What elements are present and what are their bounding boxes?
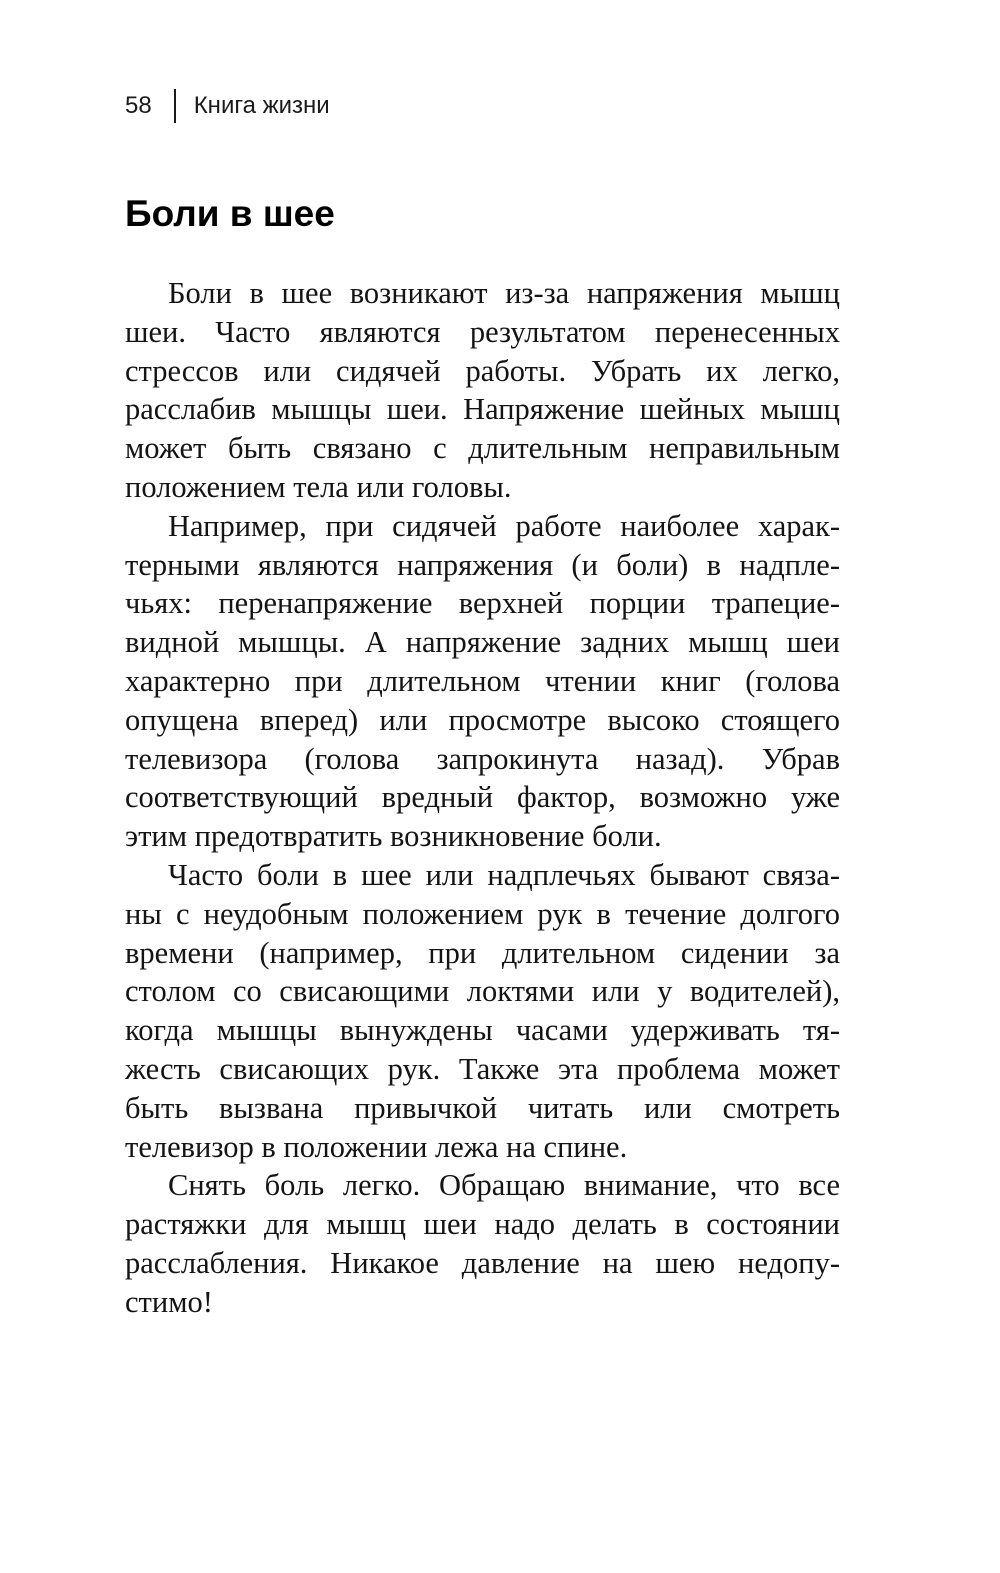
text-line: расслабления. Никакое давление на шею недопу- <box>125 1245 840 1280</box>
text-line: расслабив мышцы шеи. Напряжение шейных мышц <box>125 392 840 427</box>
text-line: положением тела или головы. <box>125 469 512 504</box>
text-line: жесть свисающих рук. Также эта проблема может <box>125 1051 840 1086</box>
text-line: Часто боли в шее или надплечьях бывают связа- <box>168 857 840 892</box>
text-line: стрессов или сидячей работы. Убрать их легко, <box>125 353 840 388</box>
chapter-title: Боли в шее <box>125 193 335 234</box>
text-line: может быть связано с длительным неправильным <box>125 431 840 466</box>
text-line: Например, при сидячей работе наиболее харак- <box>168 508 840 543</box>
text-line: Снять боль легко. Обращаю внимание, что все <box>168 1168 840 1203</box>
text-line: Боли в шее возникают из-за напряжения мышц <box>168 276 840 310</box>
text-line: чьях: перенапряжение верхней порции трапецие- <box>125 586 840 621</box>
text-line: этим предотвратить возникновение боли. <box>125 819 662 854</box>
text-line: времени (например, при длительном сидении за <box>125 935 840 970</box>
text-line: характерно при длительном чтении книг (голова <box>125 663 840 698</box>
text-line: быть вызвана привычкой читать или смотреть <box>125 1090 840 1125</box>
body-text <box>125 274 840 1322</box>
text-line: телевизора (голова запрокинута назад). Убрав <box>125 741 840 776</box>
text-line: стимо! <box>125 1284 213 1319</box>
text-line: соответствующий вредный фактор, возможно уже <box>125 780 840 815</box>
text-line: растяжки для мышц шеи надо делать в состоянии <box>125 1207 840 1242</box>
paragraph <box>125 1166 840 1321</box>
paragraph <box>125 507 840 856</box>
text-line: опущена вперед) или просмотре высоко стоящего <box>125 702 840 737</box>
paragraph <box>125 856 840 1166</box>
text-line: столом со свисающими локтями или у водителей), <box>125 974 840 1009</box>
text-line: шеи. Часто являются результатом перенесенных <box>125 314 840 349</box>
page-number: 58 <box>125 92 152 119</box>
header-divider <box>174 89 176 123</box>
text-line: видной мышцы. А напряжение задних мышц шеи <box>125 625 840 660</box>
running-head <box>125 86 330 126</box>
text-line: телевизор в положении лежа на спине. <box>125 1129 628 1164</box>
text-line: когда мышцы вынуждены часами удерживать тя- <box>125 1013 840 1048</box>
book-title: Книга жизни <box>193 92 330 119</box>
paragraph <box>125 274 840 507</box>
text-line: ны с неудобным положением рук в течение долгого <box>125 896 840 931</box>
text-line: терными являются напряжения (и боли) в надпле- <box>125 547 840 582</box>
